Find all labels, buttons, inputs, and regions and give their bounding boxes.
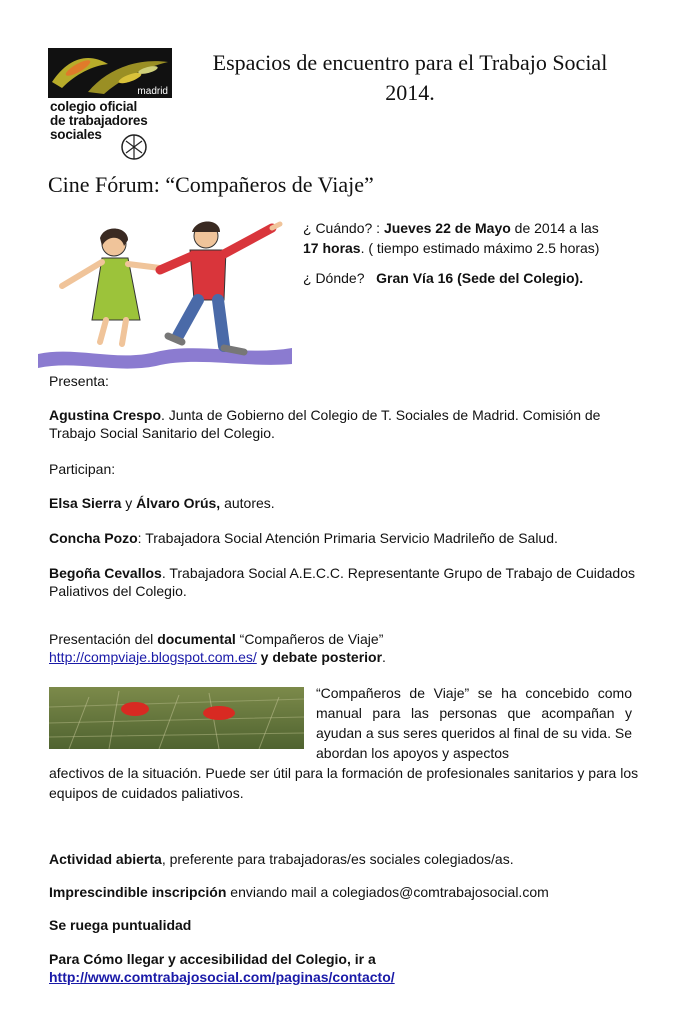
participant-3-paragraph (49, 564, 639, 600)
logo-line-1: colegio oficial (50, 99, 138, 114)
authors-paragraph (49, 494, 639, 512)
presenta-label: Presenta: (49, 373, 109, 389)
participant-2-role: : Trabajadora Social Atención Primaria Servicio Madrileño de Salud. (137, 530, 558, 546)
event-when (303, 218, 643, 258)
documental-prefix: Presentación del (49, 631, 158, 647)
author-a: Elsa Sierra (49, 495, 122, 511)
presenter-role: . Junta de Gobierno del Colegio de T. Sociales de Madrid. Comisión de Trabajo Social Sanitario del Colegio. (49, 407, 601, 441)
participan-label: Participan: (49, 461, 116, 477)
author-b: Álvaro Orús, (136, 495, 221, 511)
logo-line-3: sociales (50, 127, 102, 142)
when-suffix: . ( tiempo estimado máximo 2.5 horas) (360, 240, 600, 256)
poppy-meadow-photo (49, 687, 304, 749)
documental-bold: documental (157, 631, 236, 647)
college-logo (48, 48, 172, 166)
logo-seal-icon (120, 130, 148, 164)
when-mid: de 2014 a las (510, 220, 599, 236)
access-paragraph (49, 950, 639, 986)
header-line-2: 2014. (385, 80, 435, 105)
film-description-2: afectivos de la situación. Puede ser útil para la formación de profesionales sanitarios y para los equipos de cuidados paliativos. (49, 765, 639, 801)
inscription-paragraph (49, 883, 639, 901)
presenta-paragraph (49, 406, 639, 442)
inscription-rest: enviando mail a colegiados@comtrabajosocial.com (226, 884, 549, 900)
participant-2-name: Concha Pozo (49, 530, 138, 546)
activity-paragraph (49, 850, 639, 868)
travel-companions-illustration (36, 216, 294, 372)
blog-link[interactable]: http://compviaje.blogspot.com.es/ (49, 649, 257, 665)
participant-3-name: Begoña Cevallos (49, 565, 162, 581)
authors-join: y (121, 495, 137, 511)
activity-bold: Actividad abierta (49, 851, 162, 867)
access-bold: Para Cómo llegar y accesibilidad del Colegio, ir a (49, 951, 376, 967)
authors-role: autores. (220, 495, 275, 511)
event-title: Cine Fórum: “Compañeros de Viaje” (48, 172, 374, 197)
participant-3-role: . Trabajadora Social A.E.C.C. Representante Grupo de Trabajo de Cuidados Paliativos del Colegio. (49, 565, 635, 599)
event-where (303, 270, 643, 286)
film-description-1: “Compañeros de Viaje” se ha concebido como manual para las personas que acompañan y ayudan a sus seres queridos al final de su vida. Se abordan los apoyos y aspectos (316, 685, 632, 761)
punctuality-bold: Se ruega puntualidad (49, 917, 192, 933)
debate-label: y debate posterior (256, 649, 383, 665)
presenter-name: Agustina Crespo (49, 407, 162, 423)
header-line-1: Espacios de encuentro para el Trabajo Social (212, 50, 608, 75)
participant-2-paragraph (49, 529, 639, 547)
contact-link[interactable]: http://www.comtrabajosocial.com/paginas/contacto/ (49, 969, 395, 985)
header-title (180, 48, 640, 108)
documental-title: “Compañeros de Viaje” (235, 631, 384, 647)
logo-city: madrid (137, 86, 168, 97)
when-prefix: ¿ Cuándo? : (303, 220, 384, 236)
activity-rest: , preferente para trabajadoras/es sociales colegiados/as. (161, 851, 514, 867)
documental-dot: . (382, 649, 386, 665)
where-place: Gran Vía 16 (Sede del Colegio). (376, 270, 584, 286)
when-date: Jueves 22 de Mayo (383, 220, 511, 236)
where-prefix: ¿ Dónde? (303, 270, 365, 286)
when-time: 17 horas (303, 240, 361, 256)
punctuality-note (49, 916, 639, 934)
inscription-bold: Imprescindible inscripción (49, 884, 227, 900)
documental-paragraph (49, 630, 639, 666)
logo-line-2: de trabajadores (50, 113, 148, 128)
